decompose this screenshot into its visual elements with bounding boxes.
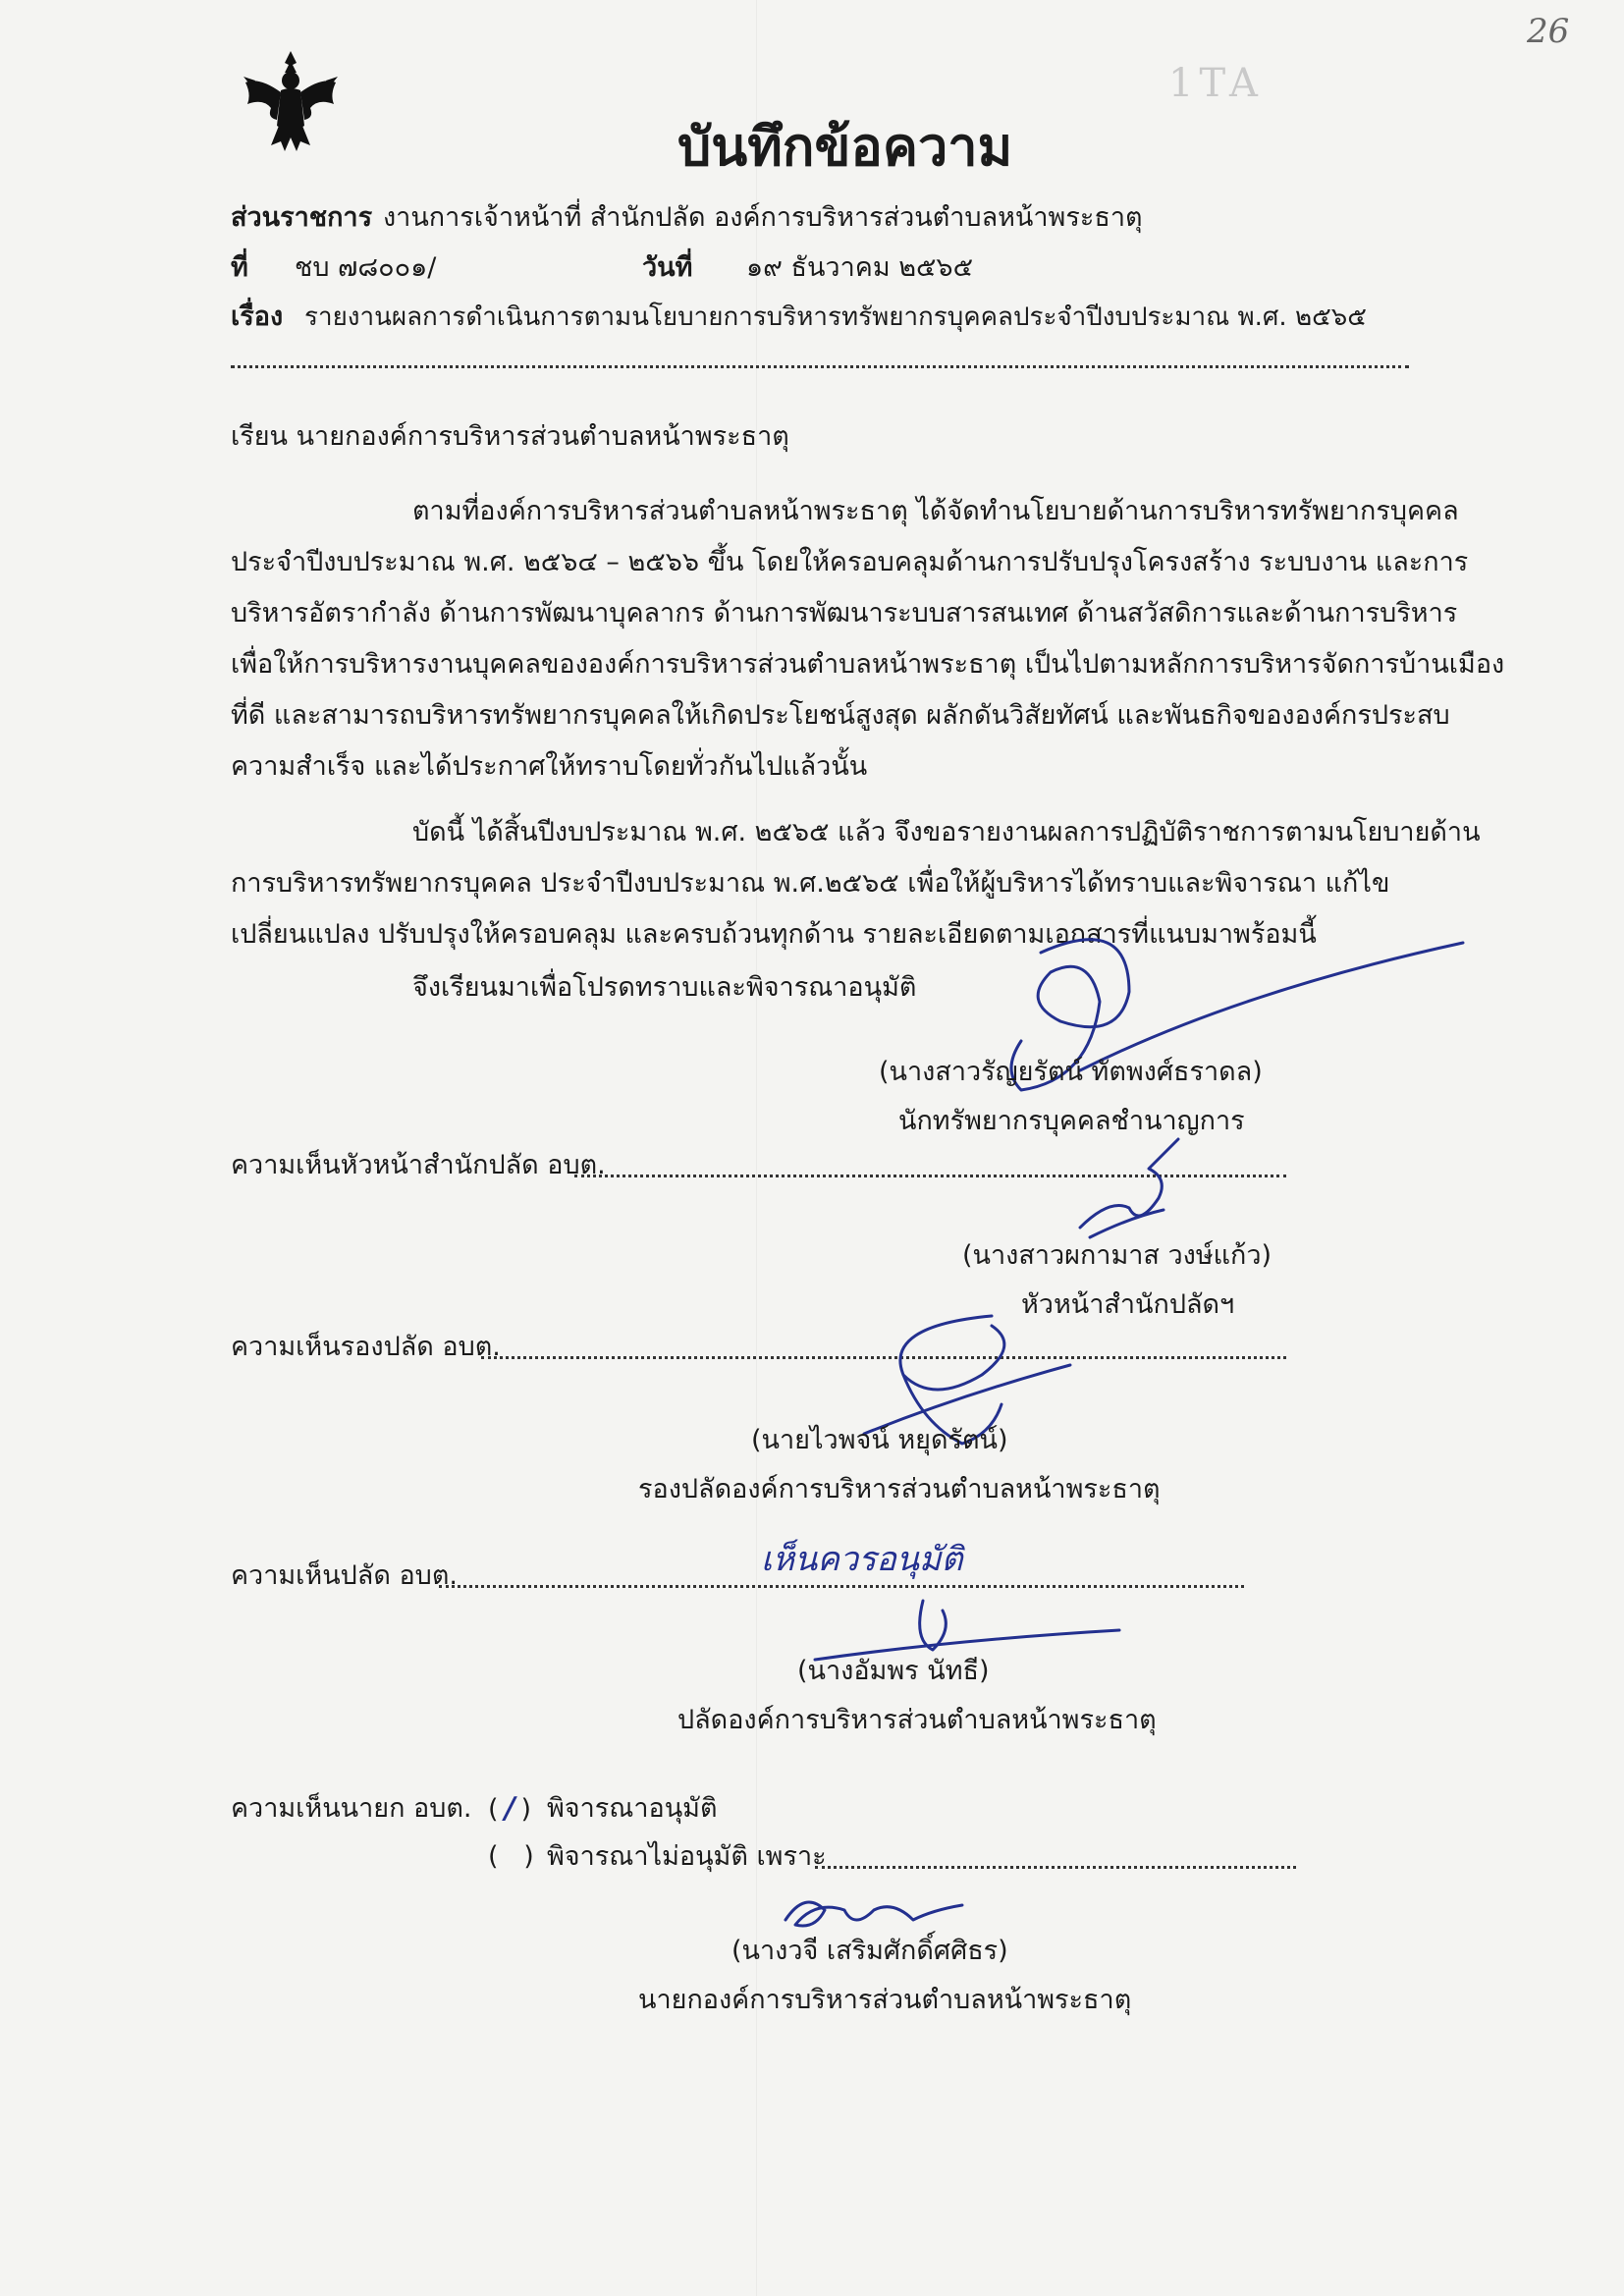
header-divider — [231, 365, 1409, 368]
opinion3-handwritten: เห็นควรอนุมัติ — [761, 1540, 963, 1579]
signatory1-position: นักทรัพยากรบุคคลชำนาญการ — [898, 1106, 1245, 1136]
reference-value: ชบ ๗๘๐๐๑/ — [295, 252, 437, 283]
para1-line: บริหารอัตรากำลัง ด้านการพัฒนาบุคลากร ด้านการพัฒนาระบบสารสนเทศ ด้านสวัสดิการและด้านการบริหาร — [231, 598, 1458, 629]
opinion3-name: (นางอัมพร นัทธี) — [797, 1656, 990, 1686]
approve-check-mark: / — [504, 1791, 515, 1826]
date-value: ๑๙ ธันวาคม ๒๕๖๕ — [746, 252, 974, 283]
opinion2-name: (นายไวพจน์ หยุดรัตน์) — [751, 1425, 1008, 1455]
para1-line: ความสำเร็จ และได้ประกาศให้ทราบโดยทั่วกันไปแล้วนั้น — [231, 751, 868, 782]
signature-2 — [1070, 1139, 1218, 1247]
opinion3-line — [439, 1585, 1244, 1588]
para2-line: บัดนี้ ได้สิ้นปีงบประมาณ พ.ศ. ๒๕๖๕ แล้ว จึงขอรายงานผลการปฏิบัติราชการตามนโยบายด้าน — [412, 817, 1481, 847]
mayor-position: นายกองค์การบริหารส่วนตำบลหน้าพระธาตุ — [638, 1985, 1132, 2015]
para2-line: เปลี่ยนแปลง ปรับปรุงให้ครอบคลุม และครบถ้วนทุกด้าน รายละเอียดตามเอกสารที่แนบมาพร้อมนี้ — [231, 919, 1317, 950]
closing-line: จึงเรียนมาเพื่อโปรดทราบและพิจารณาอนุมัติ — [412, 972, 917, 1003]
date-label: วันที่ — [642, 252, 693, 283]
para1-line: ตามที่องค์การบริหารส่วนตำบลหน้าพระธาตุ ได้จัดทำนโยบายด้านการบริหารทรัพยากรบุคคล — [412, 496, 1459, 526]
opinion2-label: ความเห็นรองปลัด อบต. — [231, 1332, 501, 1362]
department-value: งานการเจ้าหน้าที่ สำนักปลัด องค์การบริหารส่วนตำบลหน้าพระธาตุ — [383, 202, 1143, 233]
approve-option: พิจารณาอนุมัติ — [547, 1793, 718, 1824]
opinion3-position: ปลัดองค์การบริหารส่วนตำบลหน้าพระธาตุ — [677, 1705, 1157, 1735]
opinion1-label: ความเห็นหัวหน้าสำนักปลัด อบต. — [231, 1150, 606, 1180]
para1-line: เพื่อให้การบริหารงานบุคคลขององค์การบริหารส่วนตำบลหน้าพระธาตุ เป็นไปตามหลักการบริหารจัดการบ้านเมือง — [231, 649, 1505, 680]
garuda-emblem-icon — [242, 47, 340, 155]
page-number: 26 — [1527, 12, 1570, 51]
para1-line: ที่ดี และสามารถบริหารทรัพยากรบุคคลให้เกิดประโยชน์สูงสุด ผลักดันวิสัยทัศน์ และพันธกิจขององค์กรประสบ — [231, 700, 1450, 731]
reject-reason-line — [815, 1866, 1296, 1869]
department-label: ส่วนราชการ — [231, 202, 373, 233]
opinion3-label: ความเห็นปลัด อบต. — [231, 1560, 458, 1591]
signatory1-name: (นางสาวรัญยรัตน์ ทัตพงศ์ธราดล) — [879, 1057, 1263, 1087]
reference-label: ที่ — [231, 252, 248, 283]
para1-line: ประจำปีงบประมาณ พ.ศ. ๒๕๖๔ – ๒๕๖๖ ขึ้น โดยให้ครอบคลุมด้านการปรับปรุงโครงสร้าง ระบบงาน และการ — [231, 547, 1469, 577]
reject-option: พิจารณาไม่อนุมัติ เพราะ — [547, 1841, 827, 1872]
opinion1-name: (นางสาวผกามาส วงษ์แก้ว) — [962, 1240, 1272, 1271]
approve-checkbox[interactable]: ( / ) — [488, 1791, 532, 1826]
mayor-opinion-label: ความเห็นนายก อบต. — [231, 1793, 472, 1824]
para2-line: การบริหารทรัพยากรบุคคล ประจำปีงบประมาณ พ.ศ.๒๕๖๕ เพื่อให้ผู้บริหารได้ทราบและพิจารณา แก้ไข — [231, 868, 1390, 899]
faint-stamp: 1TA — [1168, 61, 1264, 106]
subject-label: เรื่อง — [231, 301, 284, 332]
salutation: เรียน นายกองค์การบริหารส่วนตำบลหน้าพระธาตุ — [231, 421, 789, 452]
subject-value: รายงานผลการดำเนินการตามนโยบายการบริหารทรัพยากรบุคคลประจำปีงบประมาณ พ.ศ. ๒๕๖๕ — [304, 302, 1367, 332]
reject-checkbox[interactable]: ( ) — [488, 1841, 534, 1872]
opinion2-position: รองปลัดองค์การบริหารส่วนตำบลหน้าพระธาตุ — [638, 1474, 1161, 1504]
memo-title: บันทึกข้อความ — [677, 116, 1013, 178]
signature-1 — [982, 923, 1492, 1120]
opinion1-position: หัวหน้าสำนักปลัดฯ — [1021, 1289, 1235, 1320]
mayor-name: (นางวจี เสริมศักดิ์ศศิธร) — [731, 1936, 1008, 1966]
